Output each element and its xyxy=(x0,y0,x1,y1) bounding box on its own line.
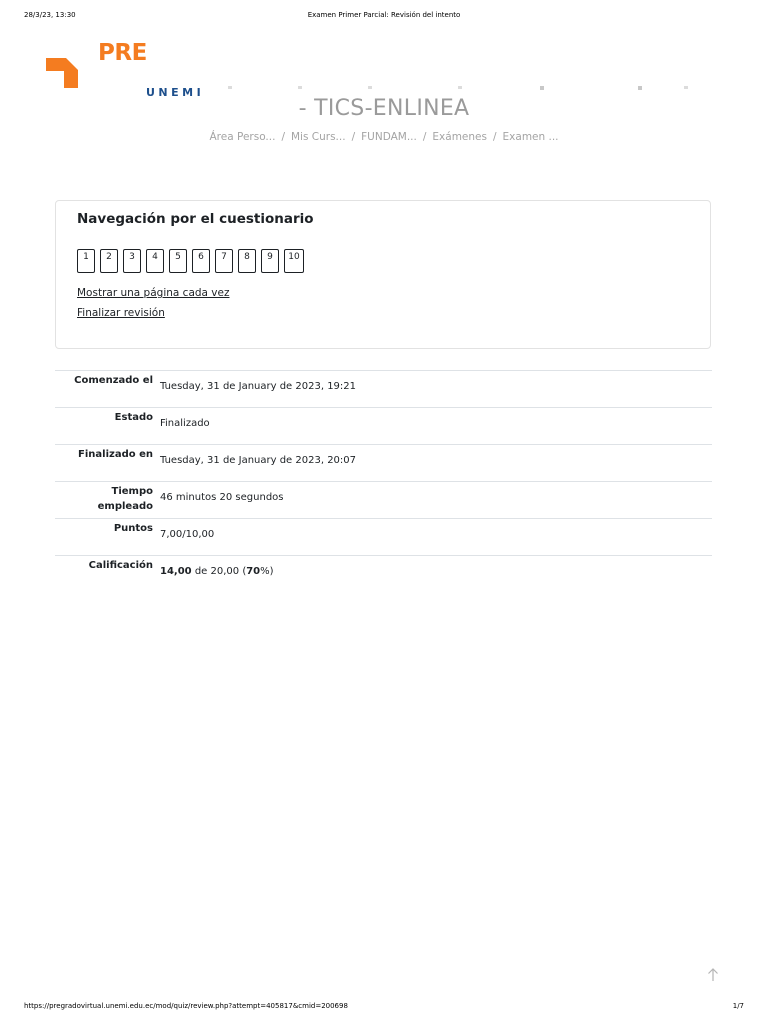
summary-value xyxy=(160,566,274,577)
breadcrumb-item-exams[interactable]: Exámenes xyxy=(432,131,487,143)
grade-percent: 70 xyxy=(246,566,261,577)
summary-value: Tuesday, 31 de January de 2023, 20:07 xyxy=(160,455,357,466)
quiz-question-buttons xyxy=(77,249,304,273)
summary-label: Estado xyxy=(114,412,153,423)
print-url: https://pregradovirtual.unemi.edu.ec/mod/quiz/review.php?attempt=405817&cmid=200698 xyxy=(24,1002,348,1010)
logo-mark-icon xyxy=(46,58,78,88)
summary-row-grade xyxy=(55,555,712,592)
summary-row-points xyxy=(55,518,712,555)
summary-label: Calificación xyxy=(88,560,153,571)
print-document-title: Examen Primer Parcial: Revisión del intento xyxy=(307,11,461,19)
breadcrumb-separator: / xyxy=(422,131,427,143)
show-one-page-link[interactable]: Mostrar una página cada vez xyxy=(77,287,230,299)
breadcrumb-item-personal-area[interactable]: Área Perso... xyxy=(209,131,276,143)
question-button-2[interactable]: 2 xyxy=(100,249,118,273)
quiz-navigation-block xyxy=(55,200,711,349)
summary-row-time-taken xyxy=(55,481,712,518)
attempt-summary-table xyxy=(55,370,712,592)
print-date: 28/3/23, 13:30 xyxy=(24,11,76,19)
question-button-9[interactable]: 9 xyxy=(261,249,279,273)
question-button-7[interactable]: 7 xyxy=(215,249,233,273)
question-button-3[interactable]: 3 xyxy=(123,249,141,273)
summary-label-line: Tiempo xyxy=(111,486,153,497)
course-title: - TICS-ENLINEA xyxy=(298,96,470,121)
question-button-4[interactable]: 4 xyxy=(146,249,164,273)
grade-of: de 20,00 ( xyxy=(194,566,247,577)
question-button-1[interactable]: 1 xyxy=(77,249,95,273)
arrow-up-icon[interactable] xyxy=(706,968,720,982)
header-faint-marks xyxy=(228,86,688,90)
summary-value: Finalizado xyxy=(160,418,210,429)
summary-label: Puntos xyxy=(113,523,153,534)
breadcrumb-separator: / xyxy=(281,131,285,143)
breadcrumb xyxy=(0,131,768,143)
breadcrumb-separator: / xyxy=(351,131,356,143)
summary-label xyxy=(55,484,153,514)
breadcrumb-item-exam[interactable]: Examen ... xyxy=(502,131,559,143)
question-button-5[interactable]: 5 xyxy=(169,249,187,273)
summary-row-finished xyxy=(55,444,712,481)
logo-unemi-text: UNEMI xyxy=(146,86,205,99)
question-button-6[interactable]: 6 xyxy=(192,249,210,273)
quiz-navigation-heading: Navegación por el cuestionario xyxy=(77,211,314,227)
question-button-10[interactable]: 10 xyxy=(284,249,304,273)
grade-close: %) xyxy=(260,566,274,577)
print-page-number: 1/7 xyxy=(732,1002,744,1010)
summary-value: 46 minutos 20 segundos xyxy=(160,492,284,503)
summary-row-state xyxy=(55,407,712,444)
breadcrumb-item-course[interactable]: FUNDAM... xyxy=(361,131,417,143)
grade-score: 14,00 xyxy=(160,566,192,577)
summary-row-started xyxy=(55,370,712,407)
site-logo[interactable] xyxy=(44,42,224,102)
print-header xyxy=(0,11,768,23)
question-button-8[interactable]: 8 xyxy=(238,249,256,273)
print-footer xyxy=(0,1002,768,1014)
summary-label-line: empleado xyxy=(97,501,153,512)
summary-label: Finalizado en xyxy=(78,449,153,460)
breadcrumb-separator: / xyxy=(492,131,497,143)
summary-label: Comenzado el xyxy=(74,375,153,386)
breadcrumb-item-my-courses[interactable]: Mis Curs... xyxy=(291,131,346,143)
finish-review-link[interactable]: Finalizar revisión xyxy=(77,307,165,319)
summary-value: 7,00/10,00 xyxy=(160,529,215,540)
logo-pre-text: PRE xyxy=(98,40,147,66)
summary-value: Tuesday, 31 de January de 2023, 19:21 xyxy=(160,381,357,392)
